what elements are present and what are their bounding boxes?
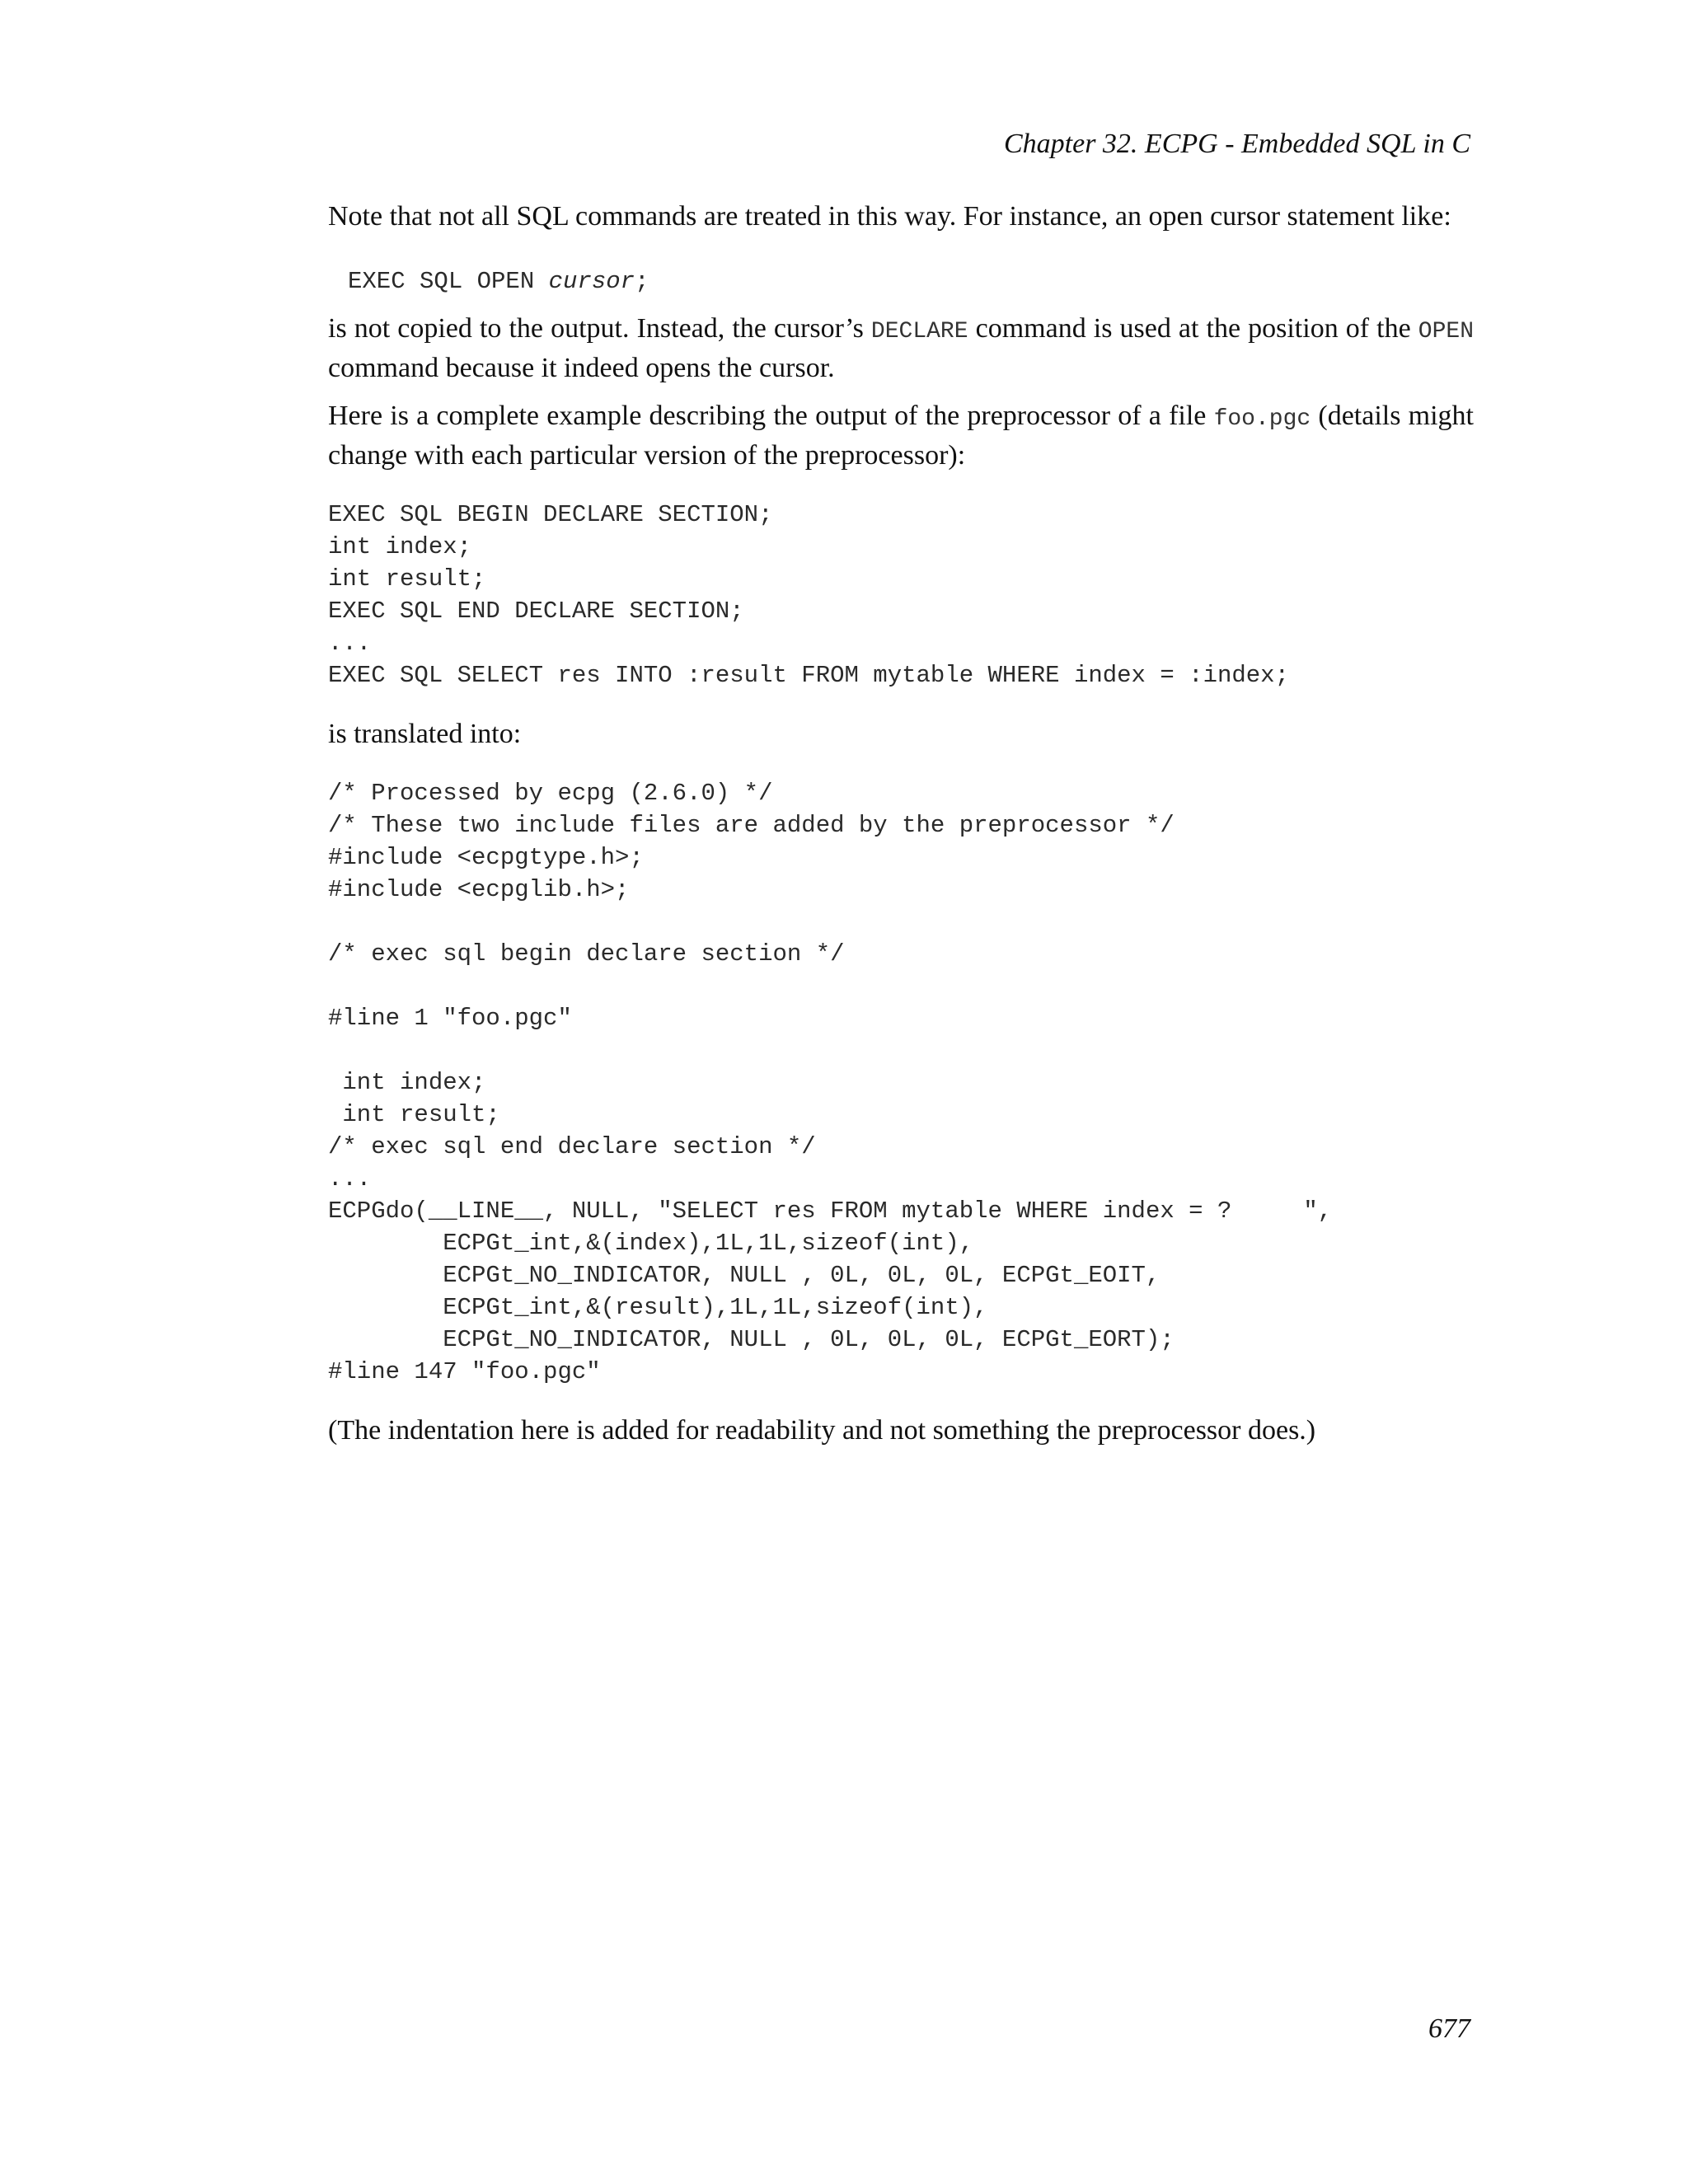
code-line: ... xyxy=(328,630,372,657)
code-line-blank xyxy=(328,1034,1474,1066)
paragraph-declare-text-1: is not copied to the output. Instead, the cursor’s xyxy=(328,313,871,344)
code-open-prefix: EXEC SQL OPEN xyxy=(348,268,549,295)
code-line: ECPGt_NO_INDICATOR, NULL , 0L, 0L, 0L, ECPGt_EORT); xyxy=(328,1326,1175,1353)
code-line: EXEC SQL END DECLARE SECTION; xyxy=(328,598,744,625)
code-line: ECPGdo(__LINE__, NULL, "SELECT res FROM mytable WHERE index = ? ", xyxy=(328,1197,1333,1225)
paragraph-example-text-2: (details might change with each particular version of the preprocessor): xyxy=(328,401,1474,471)
paragraph-declare-text-3: command because it indeed opens the cursor. xyxy=(328,353,835,383)
running-header: Chapter 32. ECPG - Embedded SQL in C xyxy=(1003,129,1470,159)
code-line: ECPGt_int,&(index),1L,1L,sizeof(int), xyxy=(328,1230,974,1257)
inline-code-declare: DECLARE xyxy=(870,319,968,344)
code-line: int result; xyxy=(328,1101,500,1128)
code-line: /* These two include files are added by the preprocessor */ xyxy=(328,812,1175,839)
paragraph-example-text-1: Here is a complete example describing the output of the preprocessor of a file xyxy=(328,401,1214,431)
code-line: int index; xyxy=(328,1069,486,1096)
code-listing-source xyxy=(328,499,1474,691)
code-listing-output xyxy=(328,777,1474,1388)
page-number: 677 xyxy=(1428,2013,1470,2044)
code-line: /* Processed by ecpg (2.6.0) */ xyxy=(328,780,773,807)
code-open-cursor xyxy=(328,253,1474,295)
paragraph-declare xyxy=(328,311,1474,387)
paragraph-intro: Note that not all SQL commands are treated in this way. For instance, an open cursor statement like: xyxy=(328,201,1451,232)
code-line: EXEC SQL SELECT res INTO :result FROM mytable WHERE index = :index; xyxy=(328,662,1289,689)
code-line: /* exec sql end declare section */ xyxy=(328,1133,816,1160)
page-content xyxy=(328,192,1474,1449)
paragraph-translated: is translated into: xyxy=(328,719,522,749)
code-line: #include <ecpgtype.h>; xyxy=(328,844,644,871)
code-line: #line 1 "foo.pgc" xyxy=(328,1005,572,1032)
code-line-blank xyxy=(328,906,1474,938)
code-line: ECPGt_NO_INDICATOR, NULL , 0L, 0L, 0L, ECPGt_EOIT, xyxy=(328,1262,1160,1289)
code-line: #include <ecpglib.h>; xyxy=(328,876,630,903)
code-open-suffix: ; xyxy=(635,268,649,295)
code-line: int index; xyxy=(328,533,472,560)
code-line: int result; xyxy=(328,565,486,593)
paragraph-declare-text-2: command is used at the position of the xyxy=(968,313,1418,344)
code-line: #line 147 "foo.pgc" xyxy=(328,1358,601,1385)
paragraph-indentation-note: (The indentation here is added for readability and not something the preprocessor does.) xyxy=(328,1415,1316,1446)
inline-code-filename: foo.pgc xyxy=(1213,406,1311,432)
paragraph-example xyxy=(328,398,1474,474)
code-line-blank xyxy=(328,970,1474,1002)
inline-code-open: OPEN xyxy=(1418,319,1475,344)
code-line: /* exec sql begin declare section */ xyxy=(328,940,845,968)
code-line: ECPGt_int,&(result),1L,1L,sizeof(int), xyxy=(328,1294,988,1321)
code-line: ... xyxy=(328,1165,372,1193)
code-line: EXEC SQL BEGIN DECLARE SECTION; xyxy=(328,501,773,528)
code-open-arg: cursor xyxy=(548,268,635,295)
